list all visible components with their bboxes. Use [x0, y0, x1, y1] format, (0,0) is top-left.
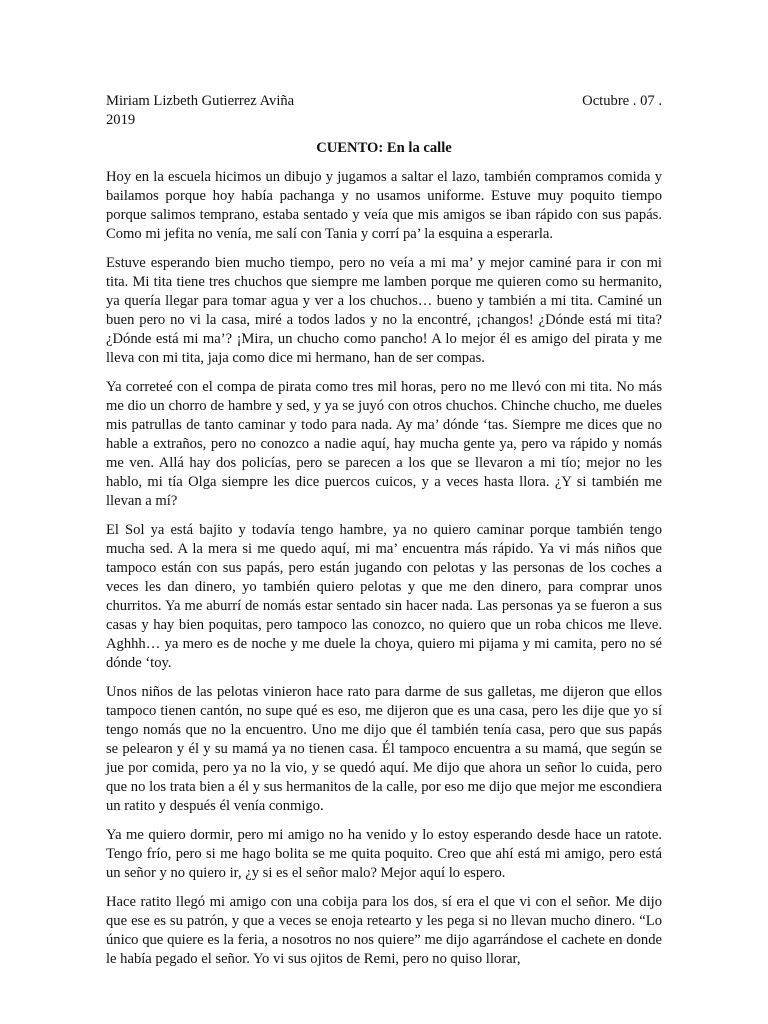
document-date: Octubre . 07 . [582, 93, 662, 109]
document-year: 2019 [106, 112, 136, 128]
paragraph-7: Hace ratito llegó mi amigo con una cobija para los dos, sí era el que vi con el señor. Me dijo que ese es su patrón, y que a veces se enoja retearto y les pega si no llevan mucho dinero. “Lo único que quiere es la feria, a nosotros no nos quiere” me dijo agarrándose el cachete en donde le había pegado el señor. Yo vi sus ojitos de Remi, pero no quiso llorar, [106, 894, 662, 967]
document-header [106, 92, 662, 111]
paragraph-4: El Sol ya está bajito y todavía tengo hambre, ya no quiero caminar porque también tengo mucha sed. A la mera si me quedo aquí, mi ma’ encuentra más rápido. Ya vi más niños que tampoco están con sus papás, pero están jugando con pelotas y las personas de los coches a veces les dan dinero, yo también quiero pelotas y que me den dinero, para comprar unos churritos. Ya me aburrí de nomás estar sentado sin hacer nada. Las personas ya se fueron a sus casas y hay bien poquitas, pero tampoco las conozco, no quiero que un roba chicos me lleve. Aghhh… ya mero es de noche y me duele la choya, quiero mi pijama y mi camita, pero no sé dónde ‘toy. [106, 522, 662, 671]
story-title: CUENTO: En la calle [316, 140, 452, 156]
author-name: Miriam Lizbeth Gutierrez Aviña [106, 93, 295, 109]
paragraph-5: Unos niños de las pelotas vinieron hace rato para darme de sus galletas, me dijeron que ellos tampoco tienen cantón, no supe qué es eso, me dijeron que es una casa, pero les dije que yo sí tengo nomás que no la encuentro. Uno me dijo que él también tenía casa, pero que sus papás se pelearon y él y su mamá ya no tienen casa. Él tampoco encuentra a su mamá, que según se jue por comida, pero ya no la vio, y se quedó aquí. Me dijo que ahora un señor lo cuida, pero que no los trata bien a él y sus hermanitos de la calle, por eso me dijo que mejor me escondiera un ratito y después él venía conmigo. [106, 684, 662, 814]
paragraph-1: Hoy en la escuela hicimos un dibujo y jugamos a saltar el lazo, también compramos comida y bailamos porque hoy había pachanga y no usamos uniforme. Estuve muy poquito tiempo porque salimos temprano, estaba sentado y veía que mis amigos se iban rápido con sus papás. Como mi jefita no venía, me salí con Tania y corrí pa’ la esquina a esperarla. [106, 169, 662, 242]
paragraph-2: Estuve esperando bien mucho tiempo, pero no veía a mi ma’ y mejor caminé para ir con mi tita. Mi tita tiene tres chuchos que siempre me lamben porque me quieren como su hermanito, ya quería llegar para tomar agua y ver a los chuchos… bueno y también a mi tita. Caminé un buen pero no vi la casa, miré a todos lados y no la encontré, ¡changos! ¿Dónde está mi tita? ¿Dónde está mi ma’? ¡Mira, un chucho como pancho! A lo mejor él es amigo del pirata y me lleva con mi tita, jaja como dice mi hermano, han de ser compas. [106, 255, 662, 366]
paragraph-3: Ya correteé con el compa de pirata como tres mil horas, pero no me llevó con mi tita. No más me dio un chorro de hambre y sed, y ya se juyó con otros chuchos. Chinche chucho, me dueles mis patrullas de tanto caminar y todo para nada. Ay ma’ dónde ‘tas. Siempre me dices que no hable a extraños, pero no conozco a nadie aquí, hay mucha gente ya, pero va rápido y nomás me ven. Allá hay dos policías, pero se parecen a los que se llevaron a mi tío; mejor no les hablo, mi tía Olga siempre les dice puercos cuicos, y a veces hasta llora. ¿Y si también me llevan a mí? [106, 379, 662, 509]
paragraph-6: Ya me quiero dormir, pero mi amigo no ha venido y lo estoy esperando desde hace un ratote. Tengo frío, pero si me hago bolita se me quita poquito. Creo que ahí está mi amigo, pero está un señor y no quiero ir, ¿y si es el señor malo? Mejor aquí lo espero. [106, 827, 662, 881]
